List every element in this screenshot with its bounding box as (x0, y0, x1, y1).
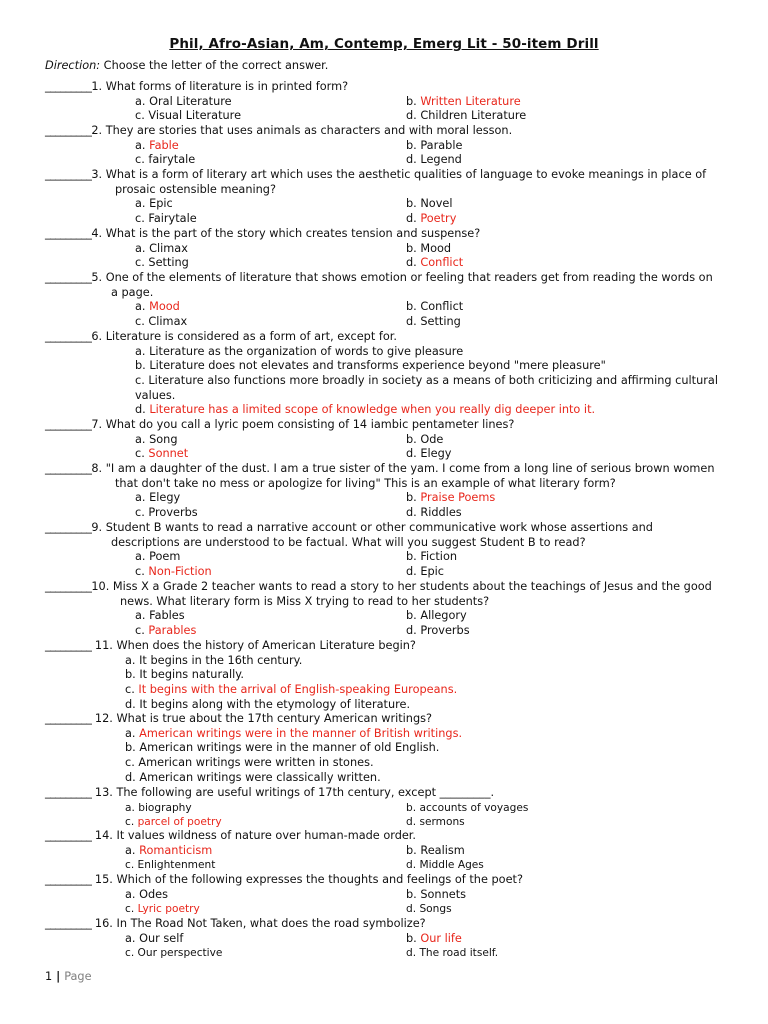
choice-d: d. Epic (406, 565, 445, 579)
choice-d: d. Elegy (406, 447, 452, 461)
question-stem: 8. "I am a daughter of the dust. I am a true sister of the yam. I come from a long line of serious brown women (91, 462, 715, 475)
answer-blank: _________ (45, 124, 92, 137)
choice-b: b. Realism (406, 843, 465, 857)
choice-d: d. The road itself. (406, 947, 499, 960)
question-2 (45, 124, 725, 167)
choice-c: c. Setting (135, 256, 189, 270)
page-number: 1 (45, 970, 53, 983)
choice-b: b. Fiction (406, 550, 458, 564)
document-title: Phil, Afro-Asian, Am, Contemp, Emerg Lit - 50-item Drill (169, 36, 599, 52)
answer-blank: _________ (45, 829, 92, 842)
question-1 (45, 80, 725, 123)
correct-answer: It begins with the arrival of English-speaking Europeans. (138, 683, 458, 697)
choice-d: d. Literature has a limited scope of knowledge when you really dig deeper into it. (135, 403, 596, 417)
choice-d: d. American writings were classically written. (125, 770, 381, 784)
question-10 (45, 580, 725, 638)
choice-d: d. Riddles (406, 506, 462, 520)
correct-answer: Sonnet (148, 447, 189, 461)
correct-answer: Non-Fiction (148, 565, 212, 579)
choice-a: a. Poem (135, 550, 181, 564)
correct-answer: Mood (149, 300, 180, 314)
question-stem-continued: a page. (111, 285, 154, 299)
question-8 (45, 462, 725, 520)
choice-a: a. Fables (135, 609, 185, 623)
choice-d: d. Proverbs (406, 624, 470, 638)
choice-b: b. American writings were in the manner of old English. (125, 741, 440, 755)
question-4 (45, 227, 725, 270)
question-13 (45, 786, 725, 829)
question-stem: 7. What do you call a lyric poem consisting of 14 iambic pentameter lines? (91, 418, 515, 431)
answer-blank: _________ (45, 873, 92, 886)
correct-answer: American writings were in the manner of British writings. (139, 726, 463, 740)
question-stem-continued: prosaic ostensible meaning? (115, 182, 276, 196)
question-14 (45, 829, 725, 872)
choice-c: c. Visual Literature (135, 109, 242, 123)
choice-c: c. parcel of poetry (125, 816, 222, 829)
choice-a: a. Literature as the organization of words to give pleasure (135, 344, 464, 358)
choice-b: b. Praise Poems (406, 491, 496, 505)
choice-b: b. Sonnets (406, 887, 467, 901)
choice-a: a. Romanticism (125, 843, 213, 857)
question-stem: 9. Student B wants to read a narrative account or other communicative work whose assertions and (91, 521, 653, 534)
choice-a: a. Elegy (135, 491, 181, 505)
choice-d: d. Children Literature (406, 109, 527, 123)
choice-d: d. sermons (406, 816, 465, 829)
choice-a: a. It begins in the 16th century. (125, 653, 303, 667)
question-stem: 13. The following are useful writings of 17th century, except _________. (91, 786, 495, 799)
choice-c: c. Parables (135, 624, 197, 638)
choice-a: a. Odes (125, 887, 169, 901)
choice-c: c. Fairytale (135, 212, 197, 226)
choice-c: c. fairytale (135, 153, 196, 167)
choice-c: c. Enlightenment (125, 859, 216, 872)
question-6 (45, 330, 725, 417)
choice-c: c. Lyric poetry (125, 903, 200, 916)
question-15 (45, 873, 725, 916)
question-9 (45, 521, 725, 579)
direction-label: Direction: (45, 59, 101, 72)
answer-blank: _________ (45, 330, 92, 343)
question-stem: 2. They are stories that uses animals as characters and with moral lesson. (91, 124, 513, 137)
question-stem: 1. What forms of literature is in printed form? (91, 80, 349, 93)
answer-blank: _________ (45, 418, 92, 431)
choice-a: a. Song (135, 432, 178, 446)
answer-blank: _________ (45, 712, 92, 725)
correct-answer: Praise Poems (420, 491, 496, 505)
correct-answer: Our life (420, 931, 462, 945)
choice-c: c. Proverbs (135, 506, 198, 520)
correct-answer: Lyric poetry (137, 903, 200, 916)
choice-c: c. Literature also functions more broadly in society as a means of both criticizing and affirming cultural (135, 374, 718, 388)
question-stem: 11. When does the history of American Literature begin? (91, 639, 416, 652)
question-stem: 5. One of the elements of literature that shows emotion or feeling that readers get from reading the words on (91, 271, 713, 284)
choice-c: c. American writings were written in stones. (125, 756, 374, 770)
choice-a: a. Climax (135, 241, 188, 255)
choice-a: a. Epic (135, 197, 173, 211)
answer-blank: _________ (45, 580, 92, 593)
choice-c: c. Climax (135, 315, 188, 329)
choice-d: d. It begins along with the etymology of literature. (125, 697, 411, 711)
correct-answer: Literature has a limited scope of knowledge when you really dig deeper into it. (149, 403, 596, 417)
choice-d: d. Conflict (406, 256, 464, 270)
choice-d: d. Songs (406, 903, 452, 916)
choice-b: b. Literature does not elevates and transforms experience beyond "mere pleasure" (135, 359, 606, 373)
choice-a: a. American writings were in the manner of British writings. (125, 726, 463, 740)
choice-c: c. Our perspective (125, 947, 223, 960)
choice-b: b. Allegory (406, 609, 467, 623)
choice-a: a. Fable (135, 138, 179, 152)
question-stem: 10. Miss X a Grade 2 teacher wants to read a story to her students about the teachings of Jesus and the good (91, 580, 712, 593)
question-stem: 16. In The Road Not Taken, what does the road symbolize? (91, 917, 426, 930)
choice-c-continued: values. (135, 388, 176, 402)
page-footer (45, 970, 92, 983)
question-3 (45, 168, 725, 226)
choice-d: d. Middle Ages (406, 859, 484, 872)
choice-a: a. biography (125, 801, 192, 814)
correct-answer: parcel of poetry (137, 816, 222, 829)
question-5 (45, 271, 725, 329)
choice-d: d. Poetry (406, 212, 457, 226)
answer-blank: _________ (45, 227, 92, 240)
answer-blank: _________ (45, 168, 92, 181)
choice-b: b. Mood (406, 241, 452, 255)
page-label: Page (64, 970, 92, 983)
answer-blank: _________ (45, 462, 92, 475)
direction-text: Choose the letter of the correct answer. (100, 59, 329, 72)
correct-answer: Poetry (420, 212, 457, 226)
choice-c: c. Sonnet (135, 447, 189, 461)
answer-blank: _________ (45, 521, 92, 534)
correct-answer: Written Literature (420, 94, 521, 108)
question-stem: 6. Literature is considered as a form of art, except for. (91, 330, 397, 343)
choice-a: a. Our self (125, 931, 184, 945)
question-12 (45, 712, 725, 784)
direction-line (45, 59, 328, 72)
correct-answer: Fable (149, 138, 179, 152)
choice-c: c. Non-Fiction (135, 565, 212, 579)
answer-blank: _________ (45, 271, 92, 284)
question-16 (45, 917, 725, 960)
choice-a: a. Mood (135, 300, 180, 314)
question-stem: 12. What is true about the 17th century American writings? (91, 712, 433, 725)
question-stem: 3. What is a form of literary art which uses the aesthetic qualities of language to evoke meanings in place of (91, 168, 707, 181)
question-stem: 14. It values wildness of nature over human-made order. (91, 829, 417, 842)
question-11 (45, 639, 725, 711)
question-stem-continued: news. What literary form is Miss X trying to read to her students? (120, 594, 490, 608)
choice-a: a. Oral Literature (135, 94, 232, 108)
question-stem-continued: that don't take no mess or apologize for living" This is an example of what literary form? (115, 476, 616, 490)
choice-b: b. Our life (406, 931, 462, 945)
choice-b: b. It begins naturally. (125, 668, 244, 682)
question-stem: 15. Which of the following expresses the thoughts and feelings of the poet? (91, 873, 523, 886)
correct-answer: Romanticism (139, 843, 213, 857)
question-stem: 4. What is the part of the story which creates tension and suspense? (91, 227, 481, 240)
question-7 (45, 418, 725, 461)
correct-answer: Conflict (420, 256, 464, 270)
answer-blank: _________ (45, 786, 92, 799)
choice-d: d. Setting (406, 315, 461, 329)
choice-d: d. Legend (406, 153, 462, 167)
choice-b: b. Written Literature (406, 94, 521, 108)
question-stem-continued: descriptions are understood to be factual. What will you suggest Student B to read? (111, 535, 586, 549)
choice-b: b. Ode (406, 432, 444, 446)
choice-b: b. Novel (406, 197, 453, 211)
answer-blank: _________ (45, 917, 92, 930)
choice-b: b. Parable (406, 138, 463, 152)
choice-b: b. accounts of voyages (406, 801, 529, 814)
answer-blank: _________ (45, 639, 92, 652)
answer-blank: _________ (45, 80, 92, 93)
correct-answer: Parables (148, 624, 197, 638)
footer-separator: | (52, 970, 65, 983)
choice-b: b. Conflict (406, 300, 464, 314)
choice-c: c. It begins with the arrival of English-speaking Europeans. (125, 683, 458, 697)
